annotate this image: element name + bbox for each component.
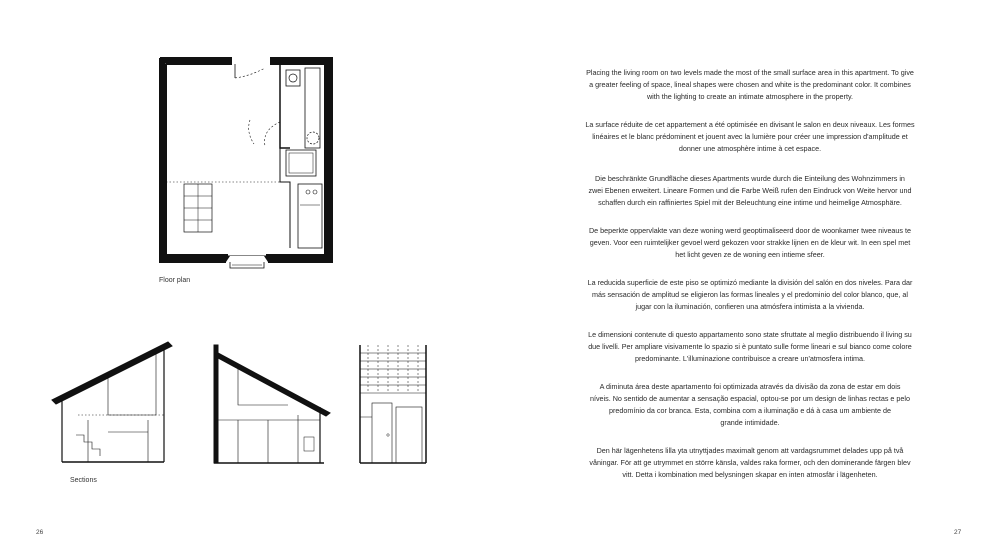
left-page-number: 26 bbox=[36, 529, 44, 536]
paragraph-swedish: Den här lägenhetens lilla yta utnyttjades maximalt genom att vardagsrummet delades upp på två våningar. För att ge utrymmet en större känsla, valdes raka former, och den dominerande färgen blev vitt. Detta i kombination med belysningen skapar en inten atmosfär i lägenheten. bbox=[589, 446, 911, 479]
paragraph-portuguese: A diminuta área deste apartamento foi optimizada através da divisão da zona de estar em dois níveis. No sentido de aumentar a sensação espacial, optou-se por um design de linhas rectas e pelo predomínio da cor branca. Esta, combina com a iluminação e dá à casa um ambiente de grande intimidade. bbox=[589, 382, 911, 427]
paragraph-english: Placing the living room on two levels made the most of the small surface area in this apartment. To give a greater feeling of space, lineal shapes were chosen and white is the predominant color. It combines with the lighting to create an intimate atmosphere in the property. bbox=[586, 68, 914, 101]
sections-caption: Sections bbox=[70, 477, 97, 484]
section-drawing-1 bbox=[48, 340, 178, 465]
paragraph-french: La surface réduite de cet appartement a été optimisée en divisant le salon en deux niveaux. Les formes linéaires et le blanc prédominent et jouent avec la lumière pour créer une impression d'amplitude et donner une atmosphère intime à cet espace. bbox=[585, 120, 915, 153]
paragraph-german: Die beschränkte Grundfläche dieses Apartments wurde durch die Einteilung des Wohnzimmers in zwei Ebenen erweitert. Lineare Formen und die Farbe Weiß rufen den Eindruck von Weite hervor und schaffen durch ein raffiniertes Spiel mit der Beleuchtung eine intime und heimelige Atmosphäre. bbox=[588, 174, 912, 207]
paragraph-italian: Le dimensioni contenute di questo appartamento sono state sfruttate al meglio distribuendo il living su due livelli. Per ampliare visivamente lo spazio si è puntato sulle forme lineari e sul bianco come colore predominante. L'illuminazione contribuisce a creare un'atmosfera intima. bbox=[588, 330, 912, 363]
section-drawing-2 bbox=[208, 345, 333, 465]
section-drawing-3 bbox=[356, 345, 431, 465]
floor-plan-caption: Floor plan bbox=[159, 277, 191, 284]
paragraph-dutch: De beperkte oppervlakte van deze woning werd geoptimaliseerd door de woonkamer twee niveaus te geven. Voor een ruimtelijker gevoel werd gekozen voor strakke lijnen en de kleur wit. In een spel met het licht geven ze de woning een intieme sfeer. bbox=[588, 226, 912, 259]
floor-plan-drawing bbox=[150, 50, 350, 272]
paragraph-spanish: La reducida superficie de este piso se optimizó mediante la división del salón en dos niveles. Para dar más sensación de amplitud se eligieron las formas lineales y el predominio del color blanco, que, al jugar con la iluminación, confieren una atmósfera intimista a la vivienda. bbox=[587, 278, 913, 311]
right-page-number: 27 bbox=[954, 529, 962, 536]
